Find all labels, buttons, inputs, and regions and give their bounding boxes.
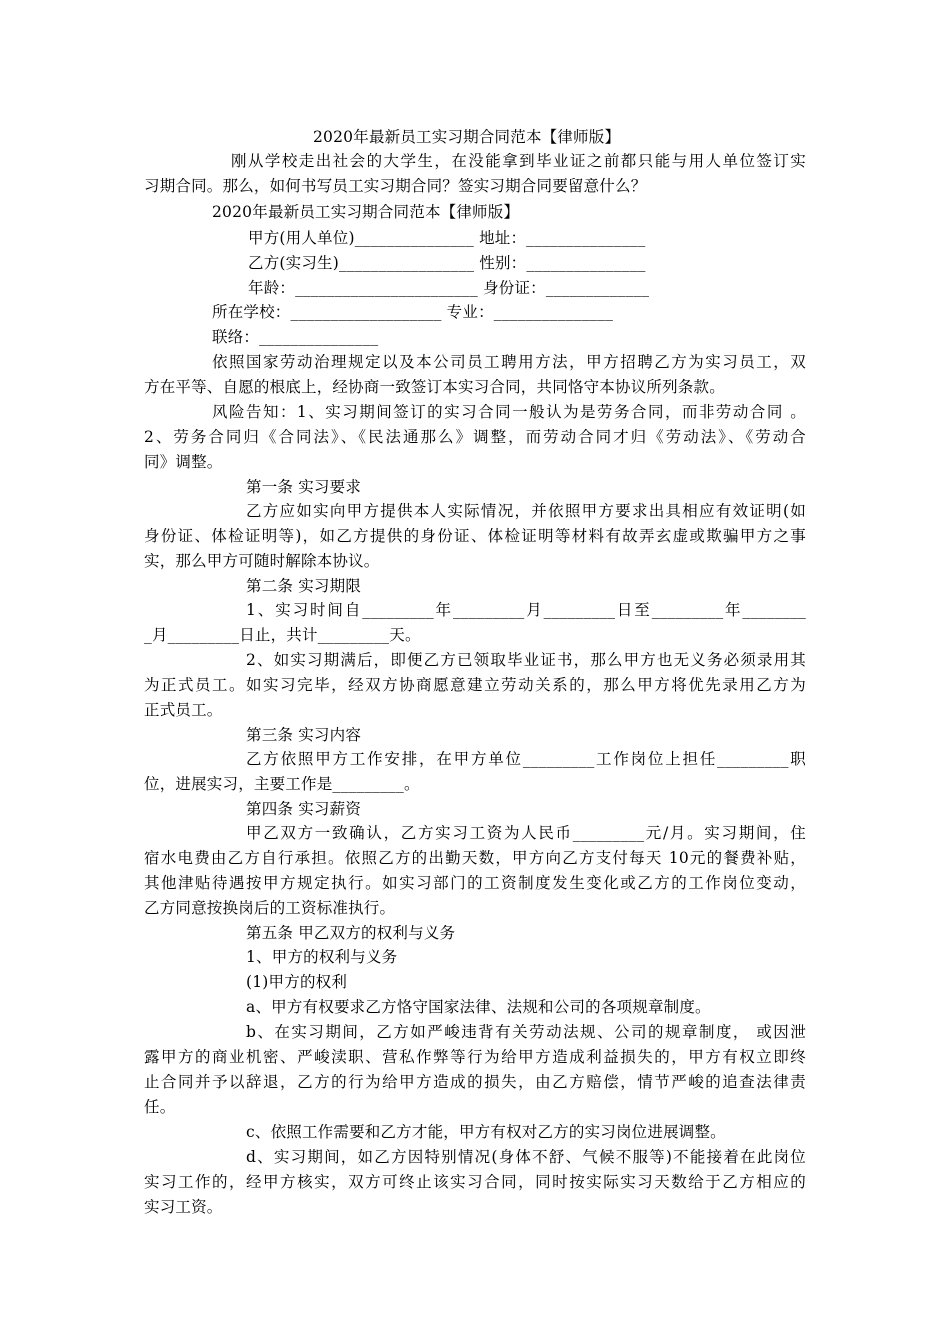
article2-line-3: 2、如实习期满后，即便乙方已领取毕业证书，那么甲方也无义务必须录用其	[246, 651, 806, 669]
article1-line-3: 实，那么甲方可随时解除本协议。	[144, 552, 380, 570]
article5-line-b4: 任。	[144, 1098, 176, 1116]
article5-line-d1: d、实习期间，如乙方因特别情况(身体不舒、气候不服等)不能接着在此岗位	[246, 1148, 806, 1166]
field-contact: 联络：_______________	[212, 328, 379, 346]
article5-line-d3: 实习工资。	[144, 1198, 223, 1216]
article1-line-1: 乙方应如实向甲方提供本人实际情况，并依照甲方要求出具相应有效证明(如	[246, 502, 806, 520]
risk-line-1: 风险告知：1、实习期间签订的实习合同一般认为是劳务合同，而非劳动合同 。	[212, 403, 806, 421]
preamble-line-2: 方在平等、自愿的根底上，经协商一致签订本实习合同，共同恪守本协议所列条款。	[144, 378, 725, 396]
risk-line-3: 同》调整。	[144, 453, 223, 471]
article5-line-c: c、依照工作需要和乙方才能，甲方有权对乙方的实习岗位进展调整。	[246, 1123, 726, 1141]
field-school: 所在学校：___________________ 专业：_______________	[212, 303, 614, 321]
document-subtitle: 2020年最新员工实习期合同范本【律师版】	[212, 203, 520, 221]
article5-heading: 第五条 甲乙双方的权利与义务	[246, 924, 456, 942]
article2-line-1: 1、实习时间自_________年_________月_________日至_________年________	[246, 601, 806, 619]
article5-subheading-2: (1)甲方的权利	[246, 973, 348, 991]
article5-line-d2: 实习工作的，经甲方核实，双方可终止该实习合同，同时按实际实习天数给于乙方相应的	[144, 1173, 806, 1191]
preamble-line-1: 依照国家劳动治理规定以及本公司员工聘用方法，甲方招聘乙方为实习员工，双	[212, 353, 806, 371]
article4-line-2: 宿水电费由乙方自行承担。依照乙方的出勤天数，甲方向乙方支付每天 10元的餐费补贴，	[144, 849, 806, 867]
article3-line-1: 乙方依照甲方工作安排，在甲方单位_________工作岗位上担任_________职	[246, 750, 806, 768]
article2-heading: 第二条 实习期限	[246, 577, 362, 595]
article5-line-b2: 露甲方的商业机密、严峻渎职、营私作弊等行为给甲方造成利益损失的，甲方有权立即终	[144, 1048, 806, 1066]
document-title: 2020年最新员工实习期合同范本【律师版】	[313, 128, 621, 146]
article5-line-a: a、甲方有权要求乙方恪守国家法律、法规和公司的各项规章制度。	[246, 998, 711, 1016]
article3-line-2: 位，进展实习，主要工作是_________。	[144, 775, 420, 793]
article5-line-b3: 止合同并予以辞退，乙方的行为给甲方造成的损失，由乙方赔偿，情节严峻的追查法律责	[144, 1073, 806, 1091]
article2-line-4: 为正式员工。如实习完毕，经双方协商愿意建立劳动关系的，那么甲方将优先录用乙方为	[144, 676, 806, 694]
article4-line-1: 甲乙双方一致确认，乙方实习工资为人民币_________元/月。实习期间，住	[246, 824, 806, 842]
intro-line-2: 习期合同。那么，如何书写员工实习期合同？签实习期合同要留意什么？	[144, 177, 647, 195]
article5-subheading-1: 1、甲方的权利与义务	[246, 948, 398, 966]
article1-line-2: 身份证、体检证明等)，如乙方提供的身份证、体检证明等材料有故弄玄虚或欺骗甲方之事	[144, 527, 806, 545]
field-party-a: 甲方(用人单位)_______________ 地址：_______________	[248, 229, 646, 247]
article3-heading: 第三条 实习内容	[246, 726, 362, 744]
article4-heading: 第四条 实习薪资	[246, 800, 362, 818]
risk-line-2: 2、劳务合同归《合同法》、《民法通那么》调整，而劳动合同才归《劳动法》、《劳动合	[144, 428, 806, 446]
article4-line-4: 乙方同意按换岗后的工资标准执行。	[144, 899, 396, 917]
field-party-b: 乙方(实习生)_________________ 性别：_______________	[248, 254, 646, 272]
article1-heading: 第一条 实习要求	[246, 478, 362, 496]
article5-line-b1: b、在实习期间，乙方如严峻违背有关劳动法规、公司的规章制度， 或因泄	[246, 1023, 806, 1041]
intro-line-1: 刚从学校走出社会的大学生，在没能拿到毕业证之前都只能与用人单位签订实	[231, 152, 806, 170]
article2-line-5: 正式员工。	[144, 701, 223, 719]
article4-line-3: 其他津贴待遇按甲方规定执行。如实习部门的工资制度发生变化或乙方的工作岗位变动，	[144, 874, 806, 892]
article2-line-2: _月_________日止，共计_________天。	[144, 626, 421, 644]
field-age: 年龄：_______________________ 身份证：_____________	[248, 279, 650, 297]
